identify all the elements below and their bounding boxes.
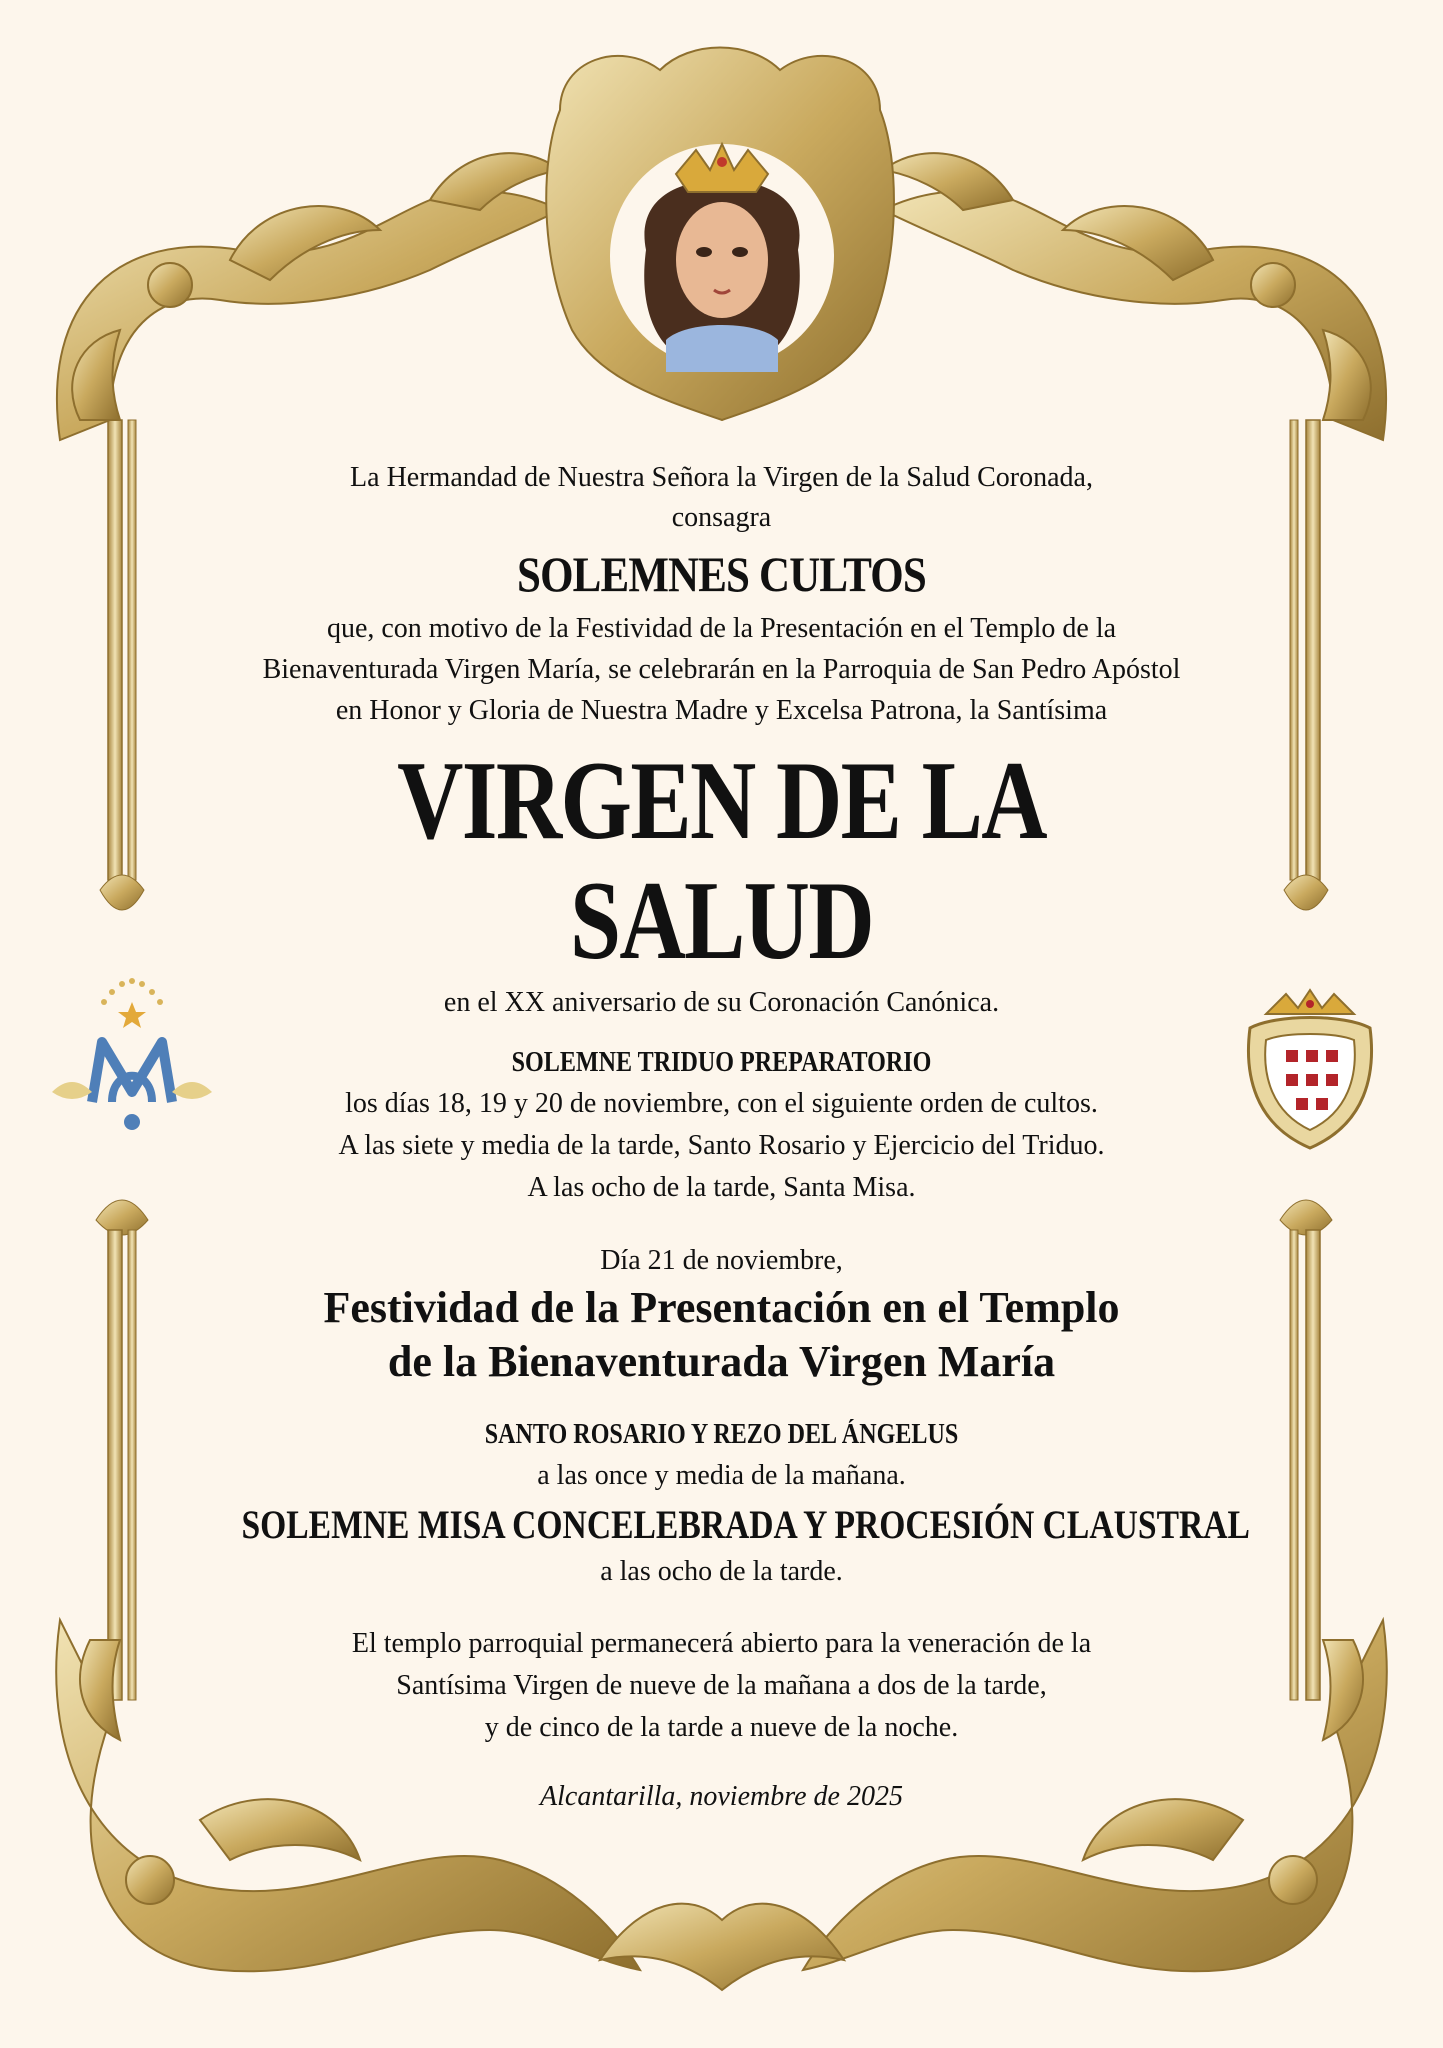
triduo-line: A las ocho de la tarde, Santa Misa. xyxy=(527,1172,916,1203)
virgin-portrait xyxy=(606,140,838,372)
closing-line: El templo parroquial permanecerá abierto para la veneración de la xyxy=(351,1628,1092,1659)
festividad-date: Día 21 de noviembre, xyxy=(600,1245,843,1276)
triduo-heading: SOLEMNE TRIDUO PREPARATORIO xyxy=(511,1047,932,1078)
bottom-center-ornament xyxy=(600,1904,844,1990)
rosario-heading: SANTO ROSARIO Y REZO DEL ÁNGELUS xyxy=(484,1419,959,1450)
top-right-scroll xyxy=(883,153,1386,440)
rosario-time: a las once y media de la mañana. xyxy=(537,1460,906,1491)
intro-paragraph xyxy=(150,608,1293,731)
left-pillar-top xyxy=(100,420,144,910)
misa-heading: SOLEMNE MISA CONCELEBRADA Y PROCESIÓN CLAUSTRAL xyxy=(241,1502,1250,1547)
closing-paragraph xyxy=(150,1623,1293,1749)
main-title: VIRGEN DE LA SALUD xyxy=(397,739,1046,983)
intro-line: Bienaventurada Virgen María, se celebrarán en la Parroquia de San Pedro Apóstol xyxy=(262,654,1181,685)
left-pillar-bottom xyxy=(96,1200,148,1700)
closing-line: Santísima Virgen de nueve de la mañana a dos de la tarde, xyxy=(396,1670,1047,1701)
closing-line: y de cinco de la tarde a nueve de la noche. xyxy=(484,1712,959,1743)
header-line-2: consagra xyxy=(671,502,772,533)
festividad-title-line-1: Festividad de la Presentación en el Templo xyxy=(323,1283,1120,1332)
triduo-details xyxy=(150,1083,1293,1209)
intro-line: en Honor y Gloria de Nuestra Madre y Excelsa Patrona, la Santísima xyxy=(335,695,1108,726)
top-left-scroll xyxy=(57,153,560,440)
triduo-line: A las siete y media de la tarde, Santo Rosario y Ejercicio del Triduo. xyxy=(338,1130,1105,1161)
announcement-body xyxy=(150,458,1293,1817)
triduo-line: los días 18, 19 y 20 de noviembre, con el siguiente orden de cultos. xyxy=(345,1088,1098,1119)
header-line-1: La Hermandad de Nuestra Señora la Virgen de la Salud Coronada, xyxy=(350,462,1093,493)
misa-time: a las ocho de la tarde. xyxy=(600,1556,843,1587)
anniversary-line: en el XX aniversario de su Coronación Canónica. xyxy=(443,987,1000,1018)
place-and-date: Alcantarilla, noviembre de 2025 xyxy=(540,1781,903,1812)
intro-line: que, con motivo de la Festividad de la Presentación en el Templo de la xyxy=(326,613,1117,644)
solemnes-cultos-title: SOLEMNES CULTOS xyxy=(517,546,926,602)
festividad-title-line-2: de la Bienaventurada Virgen María xyxy=(387,1337,1056,1386)
